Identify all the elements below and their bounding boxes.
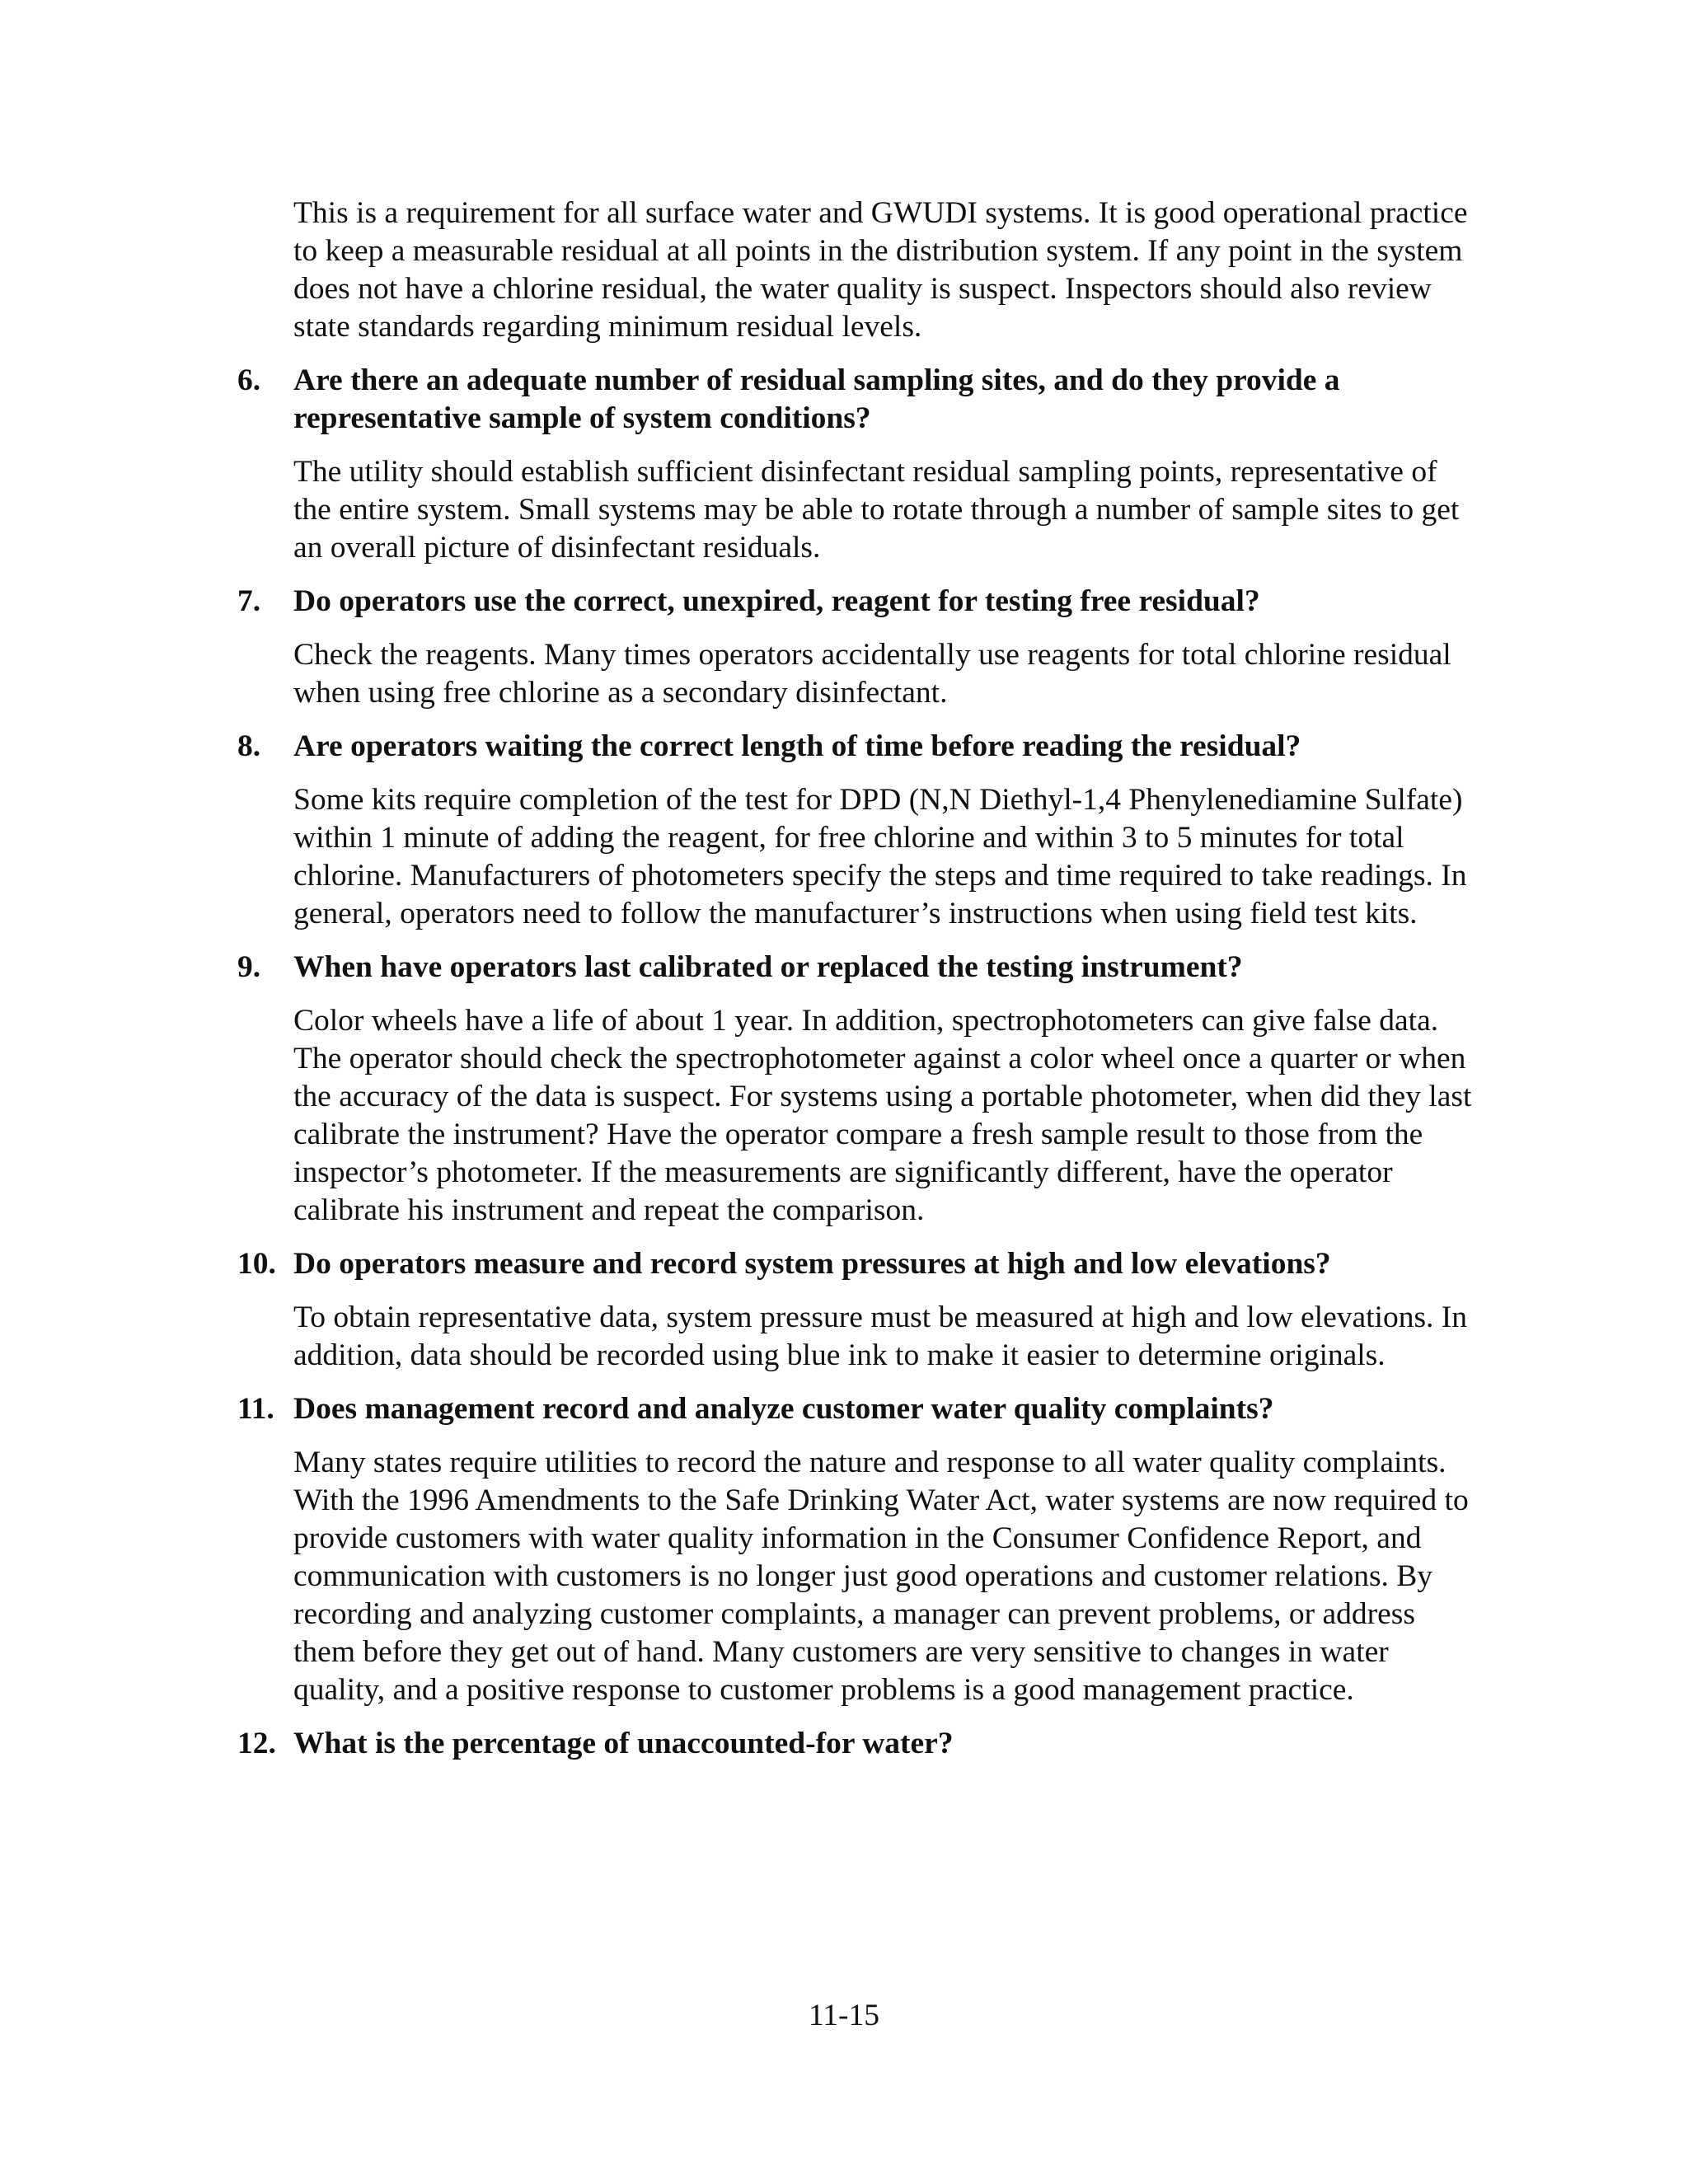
answer-9: Color wheels have a life of about 1 year. In addition, spectrophotometers can give false data. The operator should check the spectrophotometer against a color wheel once a quarter or when the accuracy of the data is suspect. For systems using a portable photometer, when did they last calibrate the instrument? Have the operator compare a fresh sample result to those from the inspector’s photometer. If the measurements are significantly different, have the operator calibrate his instrument and repeat the comparison. xyxy=(293,1004,1472,1227)
question-number: 9. xyxy=(237,950,261,984)
question-number: 6. xyxy=(237,363,261,397)
question-number: 12. xyxy=(237,1727,276,1760)
question-11 xyxy=(237,1390,1474,1428)
intro-paragraph: This is a requirement for all surface water and GWUDI systems. It is good operational practice to keep a measurable residual at all points in the distribution system. If any point in the system does not have a chlorine residual, the water quality is suspect. Inspectors should also review state standards regarding minimum residual levels. xyxy=(293,196,1468,344)
question-text: Are operators waiting the correct length of time before reading the residual? xyxy=(293,729,1301,763)
answer-8: Some kits require completion of the test for DPD (N,N Diethyl-1,4 Phenylenediamine Sulfate) within 1 minute of adding the reagent, for free chlorine and within 3 to 5 minutes for total chlorine. Manufacturers of photometers specify the steps and time required to take readings. In general, operators need to follow the manufacturer’s instructions when using field test kits. xyxy=(293,783,1467,930)
question-9 xyxy=(237,949,1474,987)
question-text: Are there an adequate number of residual sampling sites, and do they provide a representative sample of system conditions? xyxy=(293,363,1340,435)
question-text: When have operators last calibrated or replaced the testing instrument? xyxy=(293,950,1243,984)
question-number: 8. xyxy=(237,729,261,763)
question-10 xyxy=(237,1245,1474,1283)
question-text: Does management record and analyze customer water quality complaints? xyxy=(293,1392,1274,1426)
question-7 xyxy=(237,583,1474,621)
page-number: 11-15 xyxy=(808,1999,880,2032)
question-text: Do operators use the correct, unexpired, reagent for testing free residual? xyxy=(293,584,1260,618)
question-8 xyxy=(237,728,1474,766)
question-number: 11. xyxy=(237,1392,274,1426)
question-number: 7. xyxy=(237,584,261,618)
answer-11: Many states require utilities to record the nature and response to all water quality complaints. With the 1996 Amendments to the Safe Drinking Water Act, water systems are now required to provide customers with water quality information in the Consumer Confidence Report, and communication with customers is no longer just good operations and customer relations. By recording and analyzing customer complaints, a manager can prevent problems, or address them before they get out of hand. Many customers are very sensitive to changes in water quality, and a positive response to customer problems is a good management practice. xyxy=(293,1446,1469,1707)
answer-10: To obtain representative data, system pressure must be measured at high and low elevations. In addition, data should be recorded using blue ink to make it easier to determine originals. xyxy=(293,1301,1468,1372)
question-12 xyxy=(237,1725,1474,1763)
question-text: Do operators measure and record system pressures at high and low elevations? xyxy=(293,1247,1331,1281)
page-body xyxy=(237,194,1474,1779)
question-6 xyxy=(237,362,1474,438)
answer-6: The utility should establish sufficient disinfectant residual sampling points, representative of the entire system. Small systems may be able to rotate through a number of sample sites to get an overall picture of disinfectant residuals. xyxy=(293,455,1460,565)
question-text: What is the percentage of unaccounted-for water? xyxy=(293,1727,954,1760)
question-number: 10. xyxy=(237,1247,276,1281)
answer-7: Check the reagents. Many times operators accidentally use reagents for total chlorine residual when using free chlorine as a secondary disinfectant. xyxy=(293,638,1451,710)
